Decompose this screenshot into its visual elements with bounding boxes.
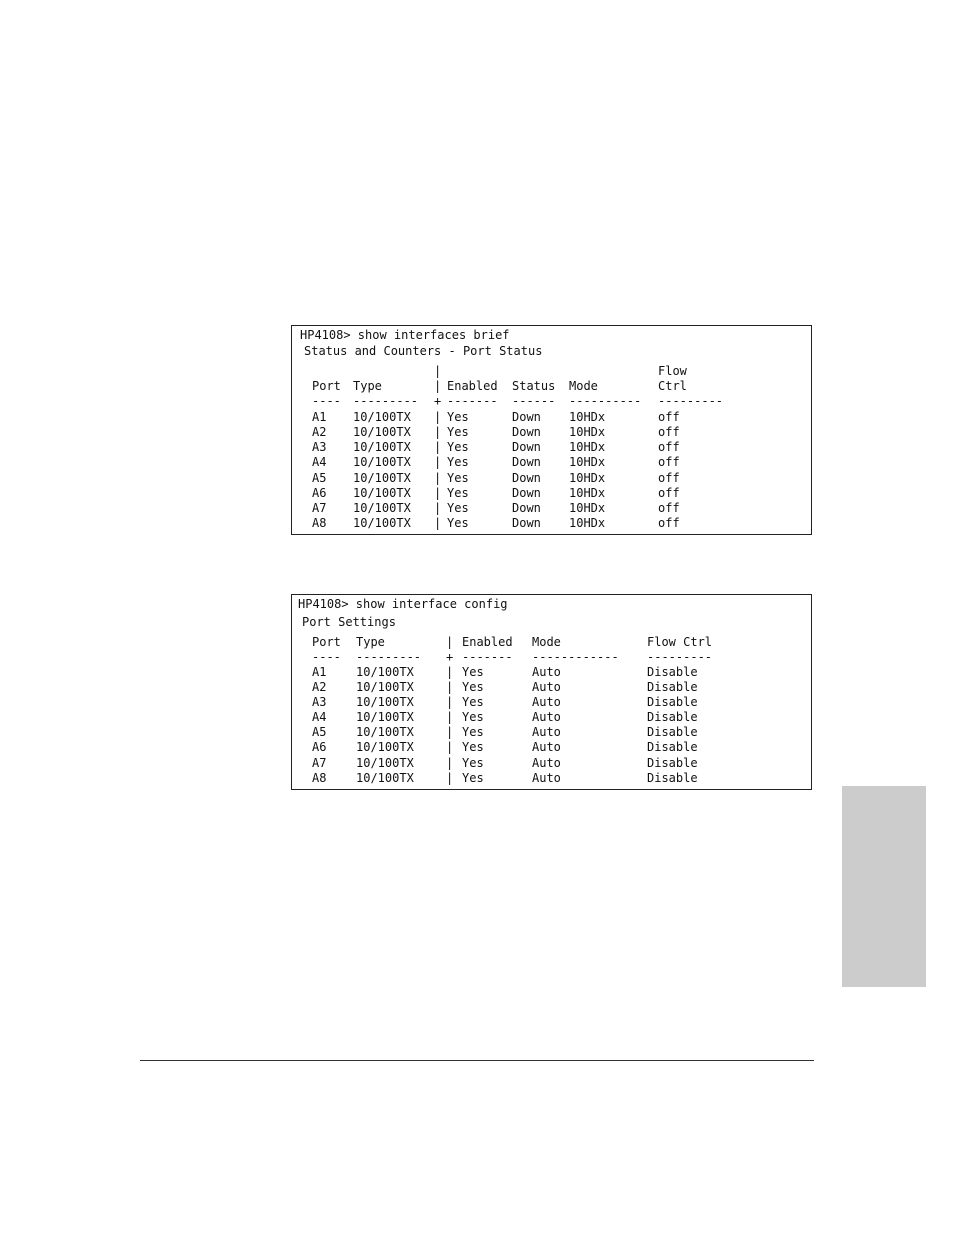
header-enabled: Enabled xyxy=(447,379,498,393)
port-mode: 10HDx xyxy=(569,410,606,424)
header-flow-ctrl: Flow Ctrl xyxy=(647,635,713,649)
table-row xyxy=(292,740,811,755)
port-mode: Auto xyxy=(532,710,561,724)
port-mode: Auto xyxy=(532,680,561,694)
port-status: Down xyxy=(512,516,541,530)
port-type: 10/100TX xyxy=(353,425,411,439)
column-separator: | xyxy=(446,635,454,649)
header-port: Port xyxy=(312,635,341,649)
column-separator: | xyxy=(446,665,454,679)
column-separator: | xyxy=(434,425,442,439)
table-row xyxy=(292,501,811,516)
table-row xyxy=(292,725,811,740)
port-flow: off xyxy=(658,410,680,424)
column-separator: | xyxy=(446,710,454,724)
port-enabled: Yes xyxy=(447,486,469,500)
table-row xyxy=(292,710,811,725)
column-separator: | xyxy=(434,440,442,454)
port-id: A2 xyxy=(312,680,327,694)
terminal-interfaces-brief xyxy=(291,325,812,535)
dash-enabled: ------- xyxy=(447,394,498,408)
port-type: 10/100TX xyxy=(353,455,411,469)
port-flow: off xyxy=(658,516,680,530)
command-line: HP4108> show interface config xyxy=(298,597,508,611)
header-type: Type xyxy=(353,379,382,393)
column-separator: | xyxy=(446,756,454,770)
column-separator: | xyxy=(434,410,442,424)
port-enabled: Yes xyxy=(462,725,484,739)
section-heading: Port Settings xyxy=(302,615,396,629)
port-enabled: Yes xyxy=(462,756,484,770)
table-row xyxy=(292,410,811,425)
port-type: 10/100TX xyxy=(353,516,411,530)
dash-status: ------ xyxy=(512,394,556,408)
port-type: 10/100TX xyxy=(356,771,414,785)
column-separator: | xyxy=(434,486,442,500)
port-id: A1 xyxy=(312,665,327,679)
port-enabled: Yes xyxy=(462,740,484,754)
table-row xyxy=(292,665,811,680)
port-flow: Disable xyxy=(647,740,698,754)
dash-flow: --------- xyxy=(647,650,713,664)
port-type: 10/100TX xyxy=(353,410,411,424)
port-enabled: Yes xyxy=(447,471,469,485)
port-status: Down xyxy=(512,486,541,500)
port-type: 10/100TX xyxy=(356,665,414,679)
table-row xyxy=(292,756,811,771)
port-type: 10/100TX xyxy=(356,710,414,724)
table-row xyxy=(292,455,811,470)
port-enabled: Yes xyxy=(462,771,484,785)
port-id: A4 xyxy=(312,455,327,469)
port-id: A5 xyxy=(312,725,327,739)
port-flow: Disable xyxy=(647,695,698,709)
dash-row xyxy=(292,650,811,665)
header-flow-ctrl: Ctrl xyxy=(658,379,687,393)
section-heading: Status and Counters - Port Status xyxy=(304,344,543,358)
port-id: A8 xyxy=(312,516,327,530)
terminal-interface-config xyxy=(291,594,812,790)
dash-separator: + xyxy=(446,650,454,664)
header-flow: Flow xyxy=(658,364,687,378)
dash-mode: ------------ xyxy=(532,650,619,664)
header-row xyxy=(292,635,811,650)
port-mode: Auto xyxy=(532,771,561,785)
port-type: 10/100TX xyxy=(353,471,411,485)
port-mode: Auto xyxy=(532,725,561,739)
header-enabled: Enabled xyxy=(462,635,513,649)
port-id: A6 xyxy=(312,740,327,754)
port-id: A8 xyxy=(312,771,327,785)
port-id: A1 xyxy=(312,410,327,424)
column-separator: | xyxy=(434,471,442,485)
port-mode: 10HDx xyxy=(569,425,606,439)
table-row xyxy=(292,680,811,695)
port-flow: Disable xyxy=(647,665,698,679)
column-separator: | xyxy=(434,455,442,469)
table-row xyxy=(292,486,811,501)
port-mode: Auto xyxy=(532,695,561,709)
port-enabled: Yes xyxy=(447,440,469,454)
port-flow: Disable xyxy=(647,725,698,739)
table-row xyxy=(292,771,811,786)
port-type: 10/100TX xyxy=(356,756,414,770)
port-id: A7 xyxy=(312,501,327,515)
port-type: 10/100TX xyxy=(353,486,411,500)
table-row xyxy=(292,695,811,710)
port-enabled: Yes xyxy=(447,410,469,424)
column-separator: | xyxy=(446,725,454,739)
column-separator: | xyxy=(434,501,442,515)
header-row xyxy=(292,379,811,394)
table-row xyxy=(292,425,811,440)
port-enabled: Yes xyxy=(447,425,469,439)
table-row xyxy=(292,516,811,531)
port-type: 10/100TX xyxy=(353,501,411,515)
port-type: 10/100TX xyxy=(356,680,414,694)
dash-mode: ---------- xyxy=(569,394,642,408)
header-mode: Mode xyxy=(532,635,561,649)
port-status: Down xyxy=(512,455,541,469)
port-flow: off xyxy=(658,501,680,515)
port-type: 10/100TX xyxy=(353,440,411,454)
port-flow: off xyxy=(658,471,680,485)
port-enabled: Yes xyxy=(447,501,469,515)
port-status: Down xyxy=(512,501,541,515)
port-enabled: Yes xyxy=(462,680,484,694)
port-flow: Disable xyxy=(647,680,698,694)
port-enabled: Yes xyxy=(447,455,469,469)
column-separator: | xyxy=(446,740,454,754)
port-flow: Disable xyxy=(647,710,698,724)
chapter-tab xyxy=(842,786,926,987)
port-flow: off xyxy=(658,455,680,469)
port-status: Down xyxy=(512,440,541,454)
port-id: A6 xyxy=(312,486,327,500)
port-mode: 10HDx xyxy=(569,455,606,469)
port-mode: Auto xyxy=(532,665,561,679)
port-mode: 10HDx xyxy=(569,440,606,454)
port-status: Down xyxy=(512,425,541,439)
dash-separator: + xyxy=(434,394,442,408)
port-flow: Disable xyxy=(647,771,698,785)
port-type: 10/100TX xyxy=(356,740,414,754)
port-mode: 10HDx xyxy=(569,486,606,500)
port-flow: off xyxy=(658,486,680,500)
port-id: A2 xyxy=(312,425,327,439)
dash-port: ---- xyxy=(312,394,341,408)
dash-enabled: ------- xyxy=(462,650,513,664)
port-enabled: Yes xyxy=(447,516,469,530)
column-separator: | xyxy=(446,680,454,694)
column-separator: | xyxy=(446,695,454,709)
dash-port: ---- xyxy=(312,650,341,664)
table-row xyxy=(292,471,811,486)
header-port: Port xyxy=(312,379,341,393)
port-flow: off xyxy=(658,440,680,454)
port-type: 10/100TX xyxy=(356,695,414,709)
port-id: A3 xyxy=(312,695,327,709)
port-flow: off xyxy=(658,425,680,439)
dash-type: --------- xyxy=(356,650,422,664)
port-mode: Auto xyxy=(532,756,561,770)
table-row xyxy=(292,440,811,455)
port-mode: Auto xyxy=(532,740,561,754)
port-status: Down xyxy=(512,471,541,485)
port-id: A3 xyxy=(312,440,327,454)
port-mode: 10HDx xyxy=(569,471,606,485)
footer-rule xyxy=(140,1060,814,1061)
port-mode: 10HDx xyxy=(569,516,606,530)
dash-flow: --------- xyxy=(658,394,724,408)
dash-type: --------- xyxy=(353,394,419,408)
port-type: 10/100TX xyxy=(356,725,414,739)
port-id: A7 xyxy=(312,756,327,770)
port-id: A4 xyxy=(312,710,327,724)
header-top-row xyxy=(292,364,811,379)
column-separator: | xyxy=(446,771,454,785)
port-enabled: Yes xyxy=(462,710,484,724)
port-flow: Disable xyxy=(647,756,698,770)
dash-row xyxy=(292,394,811,409)
port-enabled: Yes xyxy=(462,695,484,709)
port-id: A5 xyxy=(312,471,327,485)
column-separator: | xyxy=(434,379,442,393)
port-status: Down xyxy=(512,410,541,424)
header-status: Status xyxy=(512,379,556,393)
port-enabled: Yes xyxy=(462,665,484,679)
column-separator: | xyxy=(434,364,442,378)
header-type: Type xyxy=(356,635,385,649)
port-mode: 10HDx xyxy=(569,501,606,515)
column-separator: | xyxy=(434,516,442,530)
command-line: HP4108> show interfaces brief xyxy=(300,328,510,342)
header-mode: Mode xyxy=(569,379,598,393)
